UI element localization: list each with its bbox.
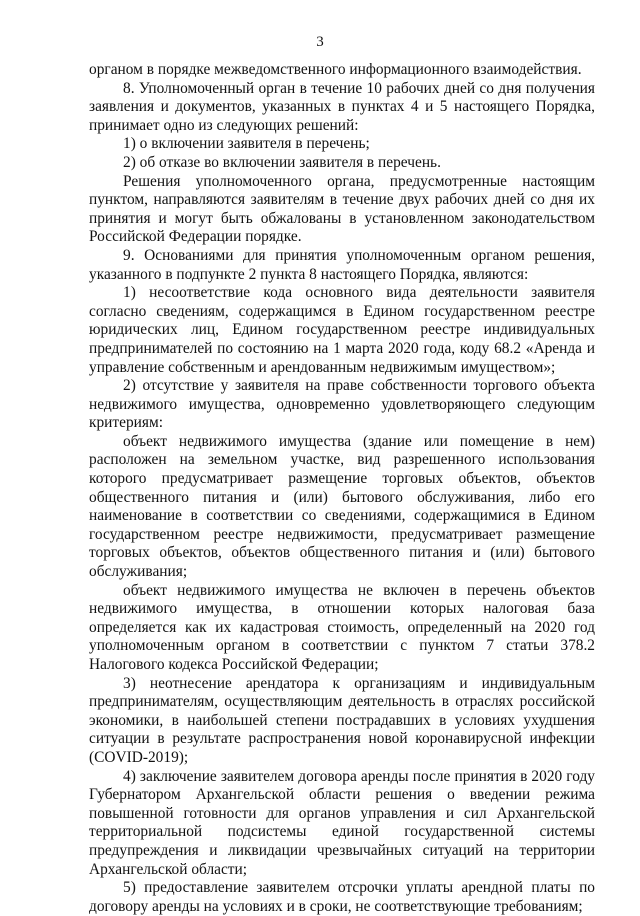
paragraph-continuation: органом в порядке межведомственного информационного взаимодействия. <box>89 61 582 78</box>
list-item: 4) заключение заявителем договора аренды после принятия в 2020 году Губернатором Архангельской области решения о введении режима повышенной готовности для органов управления и сил Архангельской территориальной подсистемы единой государственной системы предупреждения и ликвидации чрезвычайных ситуаций на территории Архангельской области; <box>89 767 595 878</box>
paragraph-item-9: 9. Основаниями для принятия уполномоченным органом решения, указанного в подпункте 2 пункта 8 настоящего Порядка, являются: <box>89 246 595 283</box>
list-item: 2) об отказе во включении заявителя в перечень. <box>123 153 441 171</box>
criterion-item: объект недвижимого имущества (здание или помещение в нем) расположен на земельном участке, вид разрешенного использования которого предусматривает размещение торговых объектов, объектов общественного питания и (или) бытового обслуживания, либо его наименование в соответствии со сведениями, содержащимися в Едином государственном реестре недвижимости, предусматривает размещение торговых объектов, объектов общественного питания и (или) бытового обслуживания; <box>89 432 595 581</box>
list-item: 3) неотнесение арендатора к организациям и индивидуальным предпринимателям, осуществляющим деятельность в отраслях российской экономики, в наибольшей степени пострадавших в условиях ухудшения ситуации в результате распространения новой коронавирусной инфекции (COVID-2019); <box>89 674 595 766</box>
document-body <box>89 61 595 916</box>
list-item: 2) отсутствие у заявителя на праве собственности торгового объекта недвижимого имущества, одновременно удовлетворяющего следующим критериям: <box>89 377 595 432</box>
list-item: 5) предоставление заявителем отсрочки уплаты арендной платы по договору аренды на условиях и в сроки, не соответствующие требованиям; <box>89 879 595 915</box>
criterion-item: объект недвижимого имущества не включен в перечень объектов недвижимого имущества, в отношении которых налоговая база определяется как их кадастровая стоимость, определенный на 2020 год уполномоченным органом в соответствии с пунктом 7 статьи 378.2 Налогового кодекса Российской Федерации; <box>89 581 595 673</box>
list-item: 1) о включении заявителя в перечень; <box>123 135 370 153</box>
paragraph-item-8: 8. Уполномоченный орган в течение 10 рабочих дней со дня получения заявления и документов, указанных в пунктах 4 и 5 настоящего Порядка, принимает одно из следующих решений: <box>89 79 595 134</box>
paragraph-decisions: Решения уполномоченного органа, предусмотренные настоящим пунктом, направляются заявителям в течение двух рабочих дней со дня их принятия и могут быть обжалованы в установленном законодательством Российской Федерации порядке. <box>89 172 595 246</box>
page-number: 3 <box>316 34 324 50</box>
list-item: 1) несоответствие кода основного вида деятельности заявителя согласно сведениям, содержащимся в Едином государственном реестре юридических лиц, Едином государственном реестре индивидуальных предпринимателей по состоянию на 1 марта 2020 года, коду 68.2 «Аренда и управление собственным и арендованным недвижимым имуществом»; <box>89 284 595 376</box>
